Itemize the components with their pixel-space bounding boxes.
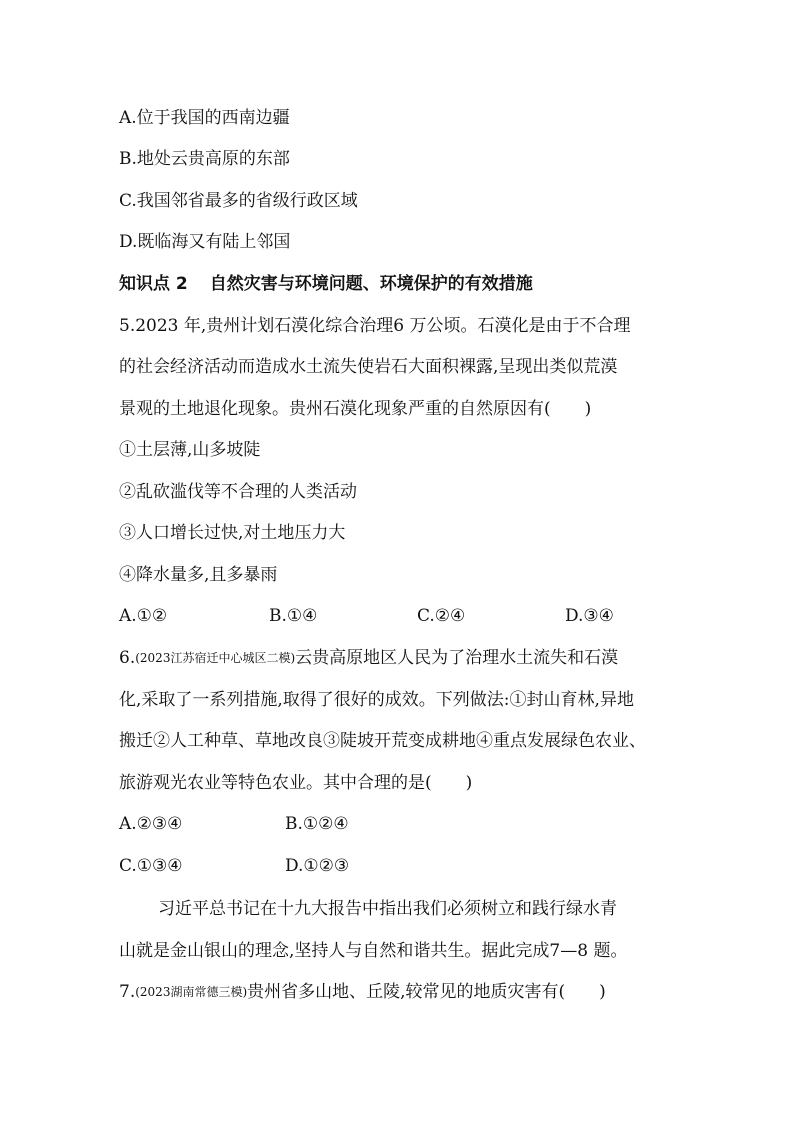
q5-item-1: ①土层薄,山多坡陡 — [119, 440, 261, 460]
passage-line-1: 习近平总书记在十九大报告中指出我们必须树立和践行绿水青 — [158, 899, 617, 919]
q6-line-3: 搬迁②人工种草、草地改良③陡坡开荒变成耕地④重点发展绿色农业、 — [119, 731, 646, 751]
option-d: D.既临海又有陆上邻国 — [119, 232, 291, 252]
option-c: C.我国邻省最多的省级行政区域 — [119, 191, 358, 211]
q5-item-2: ②乱砍滥伐等不合理的人类活动 — [119, 482, 357, 502]
q5-option-c: C.②④ — [417, 606, 466, 626]
section-label: 知识点 2 — [119, 274, 188, 294]
passage-line-2: 山就是金山银山的理念,坚持人与自然和谐共生。据此完成7—8 题。 — [119, 941, 628, 961]
q5-option-d: D.③④ — [565, 606, 614, 626]
q6-option-c: C.①③④ — [119, 856, 183, 876]
q6-line-2: 化,采取了一系列措施,取得了很好的成效。下列做法:①封山育林,异地 — [119, 690, 634, 710]
q6-line-4: 旅游观光农业等特色农业。其中合理的是( ) — [119, 773, 473, 793]
q5-line-1: 5.2023 年,贵州计划石漠化综合治理6 万公顷。石漠化是由于不合理 — [119, 316, 631, 336]
q7-source: (2023湖南常德三模) — [135, 985, 248, 999]
q5-option-a: A.①② — [119, 606, 168, 626]
section-title: 自然灾害与环境问题、环境保护的有效措施 — [209, 274, 533, 294]
q7-text: 贵州省多山地、丘陵,较常见的地质灾害有( ) — [247, 982, 606, 1002]
q6-option-b: B.①②④ — [285, 814, 349, 834]
q6-line-1-text: 云贵高原地区人民为了治理水土流失和石漠 — [295, 648, 619, 668]
q6-option-a: A.②③④ — [119, 814, 183, 834]
q5-line-2: 的社会经济活动而造成水土流失使岩石大面积裸露,呈现出类似荒漠 — [119, 357, 618, 377]
q5-item-4: ④降水量多,且多暴雨 — [119, 565, 278, 585]
q6-source: (2023江苏宿迁中心城区二模) — [135, 651, 296, 665]
q6-line-1 — [119, 647, 618, 669]
q5-option-b: B.①④ — [269, 606, 318, 626]
section-heading — [119, 273, 533, 295]
q5-line-3: 景观的土地退化现象。贵州石漠化现象严重的自然原因有( ) — [119, 399, 592, 419]
option-a: A.位于我国的西南边疆 — [119, 108, 290, 128]
q5-item-3: ③人口增长过快,对土地压力大 — [119, 523, 346, 543]
q6-number: 6. — [119, 648, 136, 668]
option-b: B.地处云贵高原的东部 — [119, 149, 290, 169]
question-7 — [119, 981, 606, 1003]
q6-option-d: D.①②③ — [285, 856, 350, 876]
q7-number: 7. — [119, 982, 136, 1002]
